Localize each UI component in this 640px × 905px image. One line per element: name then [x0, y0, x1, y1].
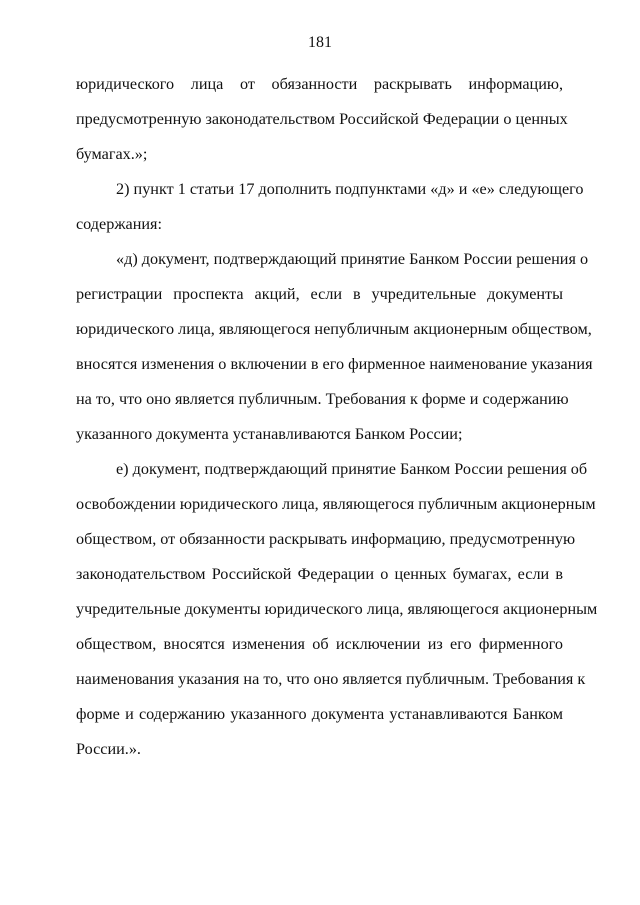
text-line: законодательством Российской Федерации о ценных бумагах, если в	[76, 565, 563, 583]
text-line: указанного документа устанавливаются Банком России;	[76, 425, 463, 443]
text-line: «д) документ, подтверждающий принятие Банком России решения о	[116, 250, 589, 268]
text-line: наименования указания на то, что оно является публичным. Требования к	[76, 670, 586, 688]
text-line: обществом, вносятся изменения об исключении из его фирменного	[76, 635, 563, 653]
text-line: юридического лица от обязанности раскрывать информацию,	[76, 75, 563, 93]
text-line: освобождении юридического лица, являющегося публичным акционерным	[76, 495, 596, 513]
text-line: предусмотренную законодательством Российской Федерации о ценных	[76, 110, 568, 128]
text-line: России.».	[76, 740, 141, 758]
text-line: форме и содержанию указанного документа устанавливаются Банком	[76, 705, 563, 723]
page-number: 181	[308, 34, 332, 51]
text-line: бумагах.»;	[76, 145, 148, 163]
text-line: обществом, от обязанности раскрывать информацию, предусмотренную	[76, 530, 576, 548]
text-line: юридического лица, являющегося непубличным акционерным обществом,	[76, 320, 592, 338]
text-line: содержания:	[76, 215, 162, 233]
text-line: вносятся изменения о включении в его фирменное наименование указания	[76, 355, 593, 373]
text-line: 2) пункт 1 статьи 17 дополнить подпунктами «д» и «е» следующего	[116, 180, 584, 198]
text-line: на то, что оно является публичным. Требования к форме и содержанию	[76, 390, 569, 408]
text-line: учредительные документы юридического лица, являющегося акционерным	[76, 600, 598, 618]
text-line: регистрации проспекта акций, если в учредительные документы	[76, 285, 563, 303]
text-line: е) документ, подтверждающий принятие Банком России решения об	[116, 460, 588, 478]
